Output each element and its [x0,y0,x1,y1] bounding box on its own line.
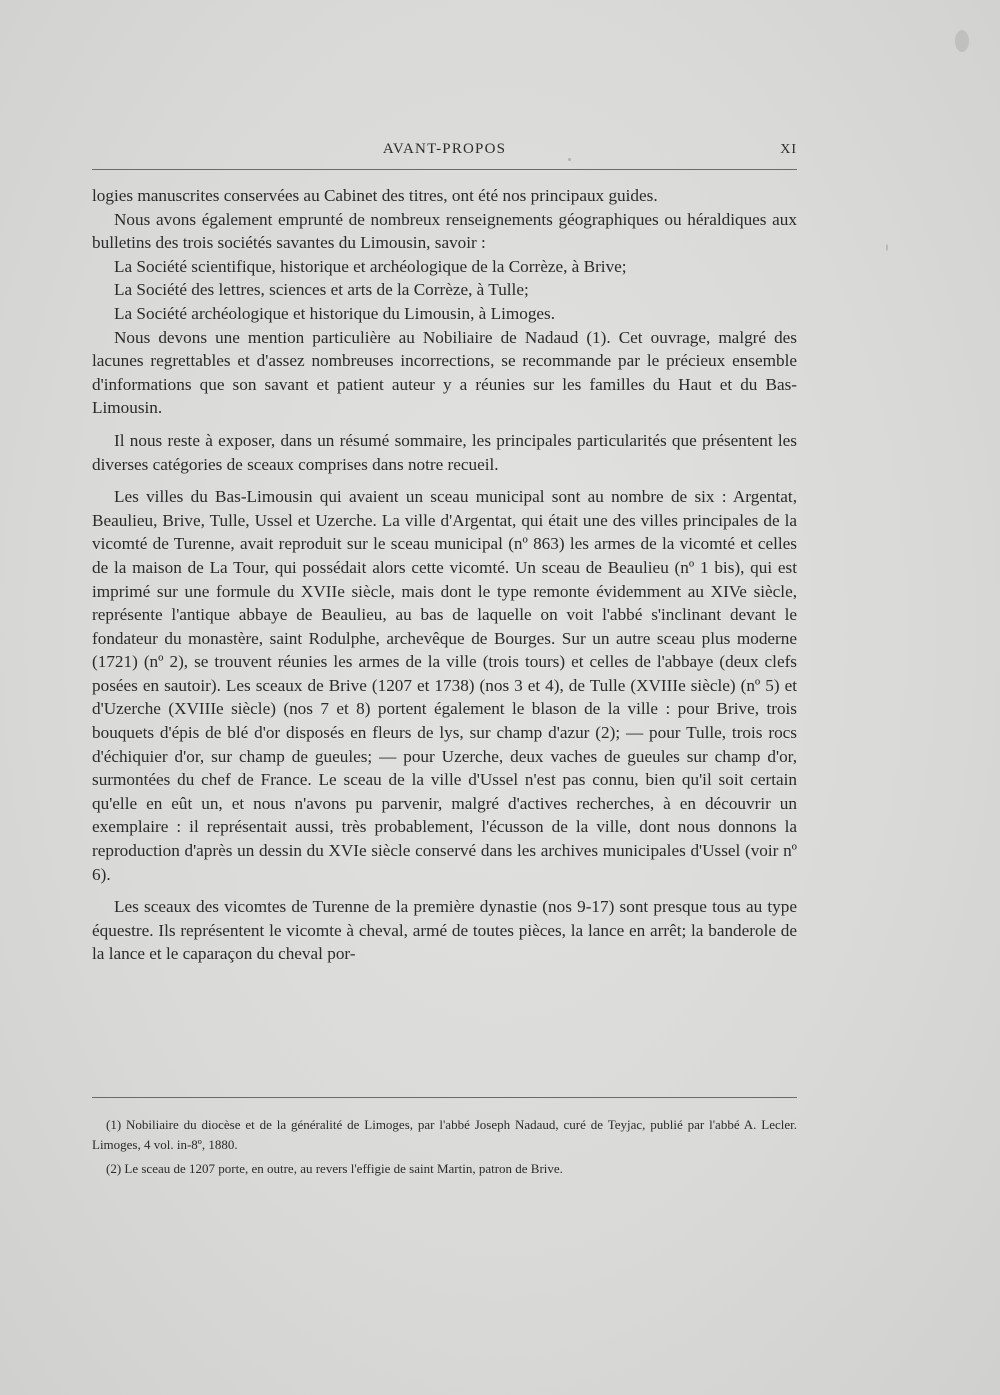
footnote-2: (2) Le sceau de 1207 porte, en outre, au revers l'effigie de saint Martin, patron de Brive. [106,1161,563,1176]
list-item-society-brive: La Société scientifique, historique et archéologique de la Corrèze, à Brive; [114,256,627,276]
paragraph-town-seals: Les villes du Bas-Limousin qui avaient un sceau municipal sont au nombre de six : Argentat, Beaulieu, Brive, Tulle, Ussel et Uzerche. La ville d'Argentat, qui était une des villes principales de la vicomté de Turenne, avait reproduit sur le sceau municipal (nº 863) les armes de la vicomté et celles de la maison de La Tour, qui possédait alors cette vicomté. Un sceau de Beaulieu (nº 1 bis), qui est imprimé sur une formule du XVIIe siècle, mais dont le type remonte évidemment au XIVe siècle, représente l'antique abbaye de Beaulieu, au bas de laquelle on voit l'abbé s'inclinant devant le fondateur du monastère, saint Rodulphe, archevêque de Bourges. Sur un autre sceau plus moderne (1721) (nº 2), se trouvent réunies les armes de la ville (trois tours) et celles de l'abbaye (deux clefs posées en sautoir). Les sceaux de Brive (1207 et 1738) (nos 3 et 4), de Tulle (XVIIIe siècle) (nº 5) et d'Uzerche (XVIIIe siècle) (nos 7 et 8) portent également le blason de la ville : pour Brive, trois bouquets d'épis de blé d'or disposés en fleurs de lys, sur champ d'azur (2); — pour Tulle, trois rocs d'échiquier d'or, sur champ de gueules; — pour Uzerche, deux vaches de gueules sur champ d'or, surmontées du chef de France. Le sceau de la ville d'Ussel n'est pas connu, bien qu'il soit certain qu'elle en eût un, et nous n'avons pu parvenir, malgré d'actives recherches, à en découvrir un exemplaire : il représentait aussi, très probablement, l'écusson de la ville, dont nous donnons la reproduction d'après un dessin du XVIe siècle conservé dans les archives municipales d'Ussel (voir nº 6). [92,487,797,884]
paragraph-continuation: logies manuscrites conservées au Cabinet des titres, ont été nos principaux guides. [92,186,658,205]
running-head [92,138,797,162]
page-number: XI [780,142,797,157]
footnote-rule [92,1097,797,1098]
list-item-society-limoges: La Société archéologique et historique du Limousin, à Limoges. [114,303,556,323]
list-item-society-tulle: La Société des lettres, sciences et arts de la Corrèze, à Tulle; [114,280,529,300]
paragraph-nobiliaire: Nous devons une mention particulière au Nobiliaire de Nadaud (1). Cet ouvrage, malgré des lacunes regrettables et d'assez nombreuses incorrections, se recommande par le précieux ensemble d'informations que son savant et patient auteur y a réunies sur les familles du Haut et du Bas-Limousin. [92,327,797,418]
header-rule [92,169,797,170]
paper-speck [568,158,571,161]
paper-stain [955,30,969,52]
footnotes [92,1115,797,1183]
paragraph-summary: Il nous reste à exposer, dans un résumé sommaire, les principales particularités que présentent les diverses catégories de sceaux comprises dans notre recueil. [92,430,797,474]
body-text [92,184,797,966]
footnote-1: (1) Nobiliaire du diocèse et de la généralité de Limoges, par l'abbé Joseph Nadaud, curé de Teyjac, publié par l'abbé A. Lecler. Limoges, 4 vol. in-8º, 1880. [92,1117,797,1152]
running-title: AVANT-PROPOS [382,141,507,157]
paper-speck [886,244,888,251]
paragraph-sources: Nous avons également emprunté de nombreux renseignements géographiques ou héraldiques aux bulletins des trois sociétés savantes du Limousin, savoir : [92,209,797,253]
paragraph-turenne-seals: Les sceaux des vicomtes de Turenne de la première dynastie (nos 9-17) sont presque tous au type équestre. Ils représentent le vicomte à cheval, armé de toutes pièces, la lance en arrêt; la banderole de la lance et le caparaçon du cheval por- [92,897,797,964]
